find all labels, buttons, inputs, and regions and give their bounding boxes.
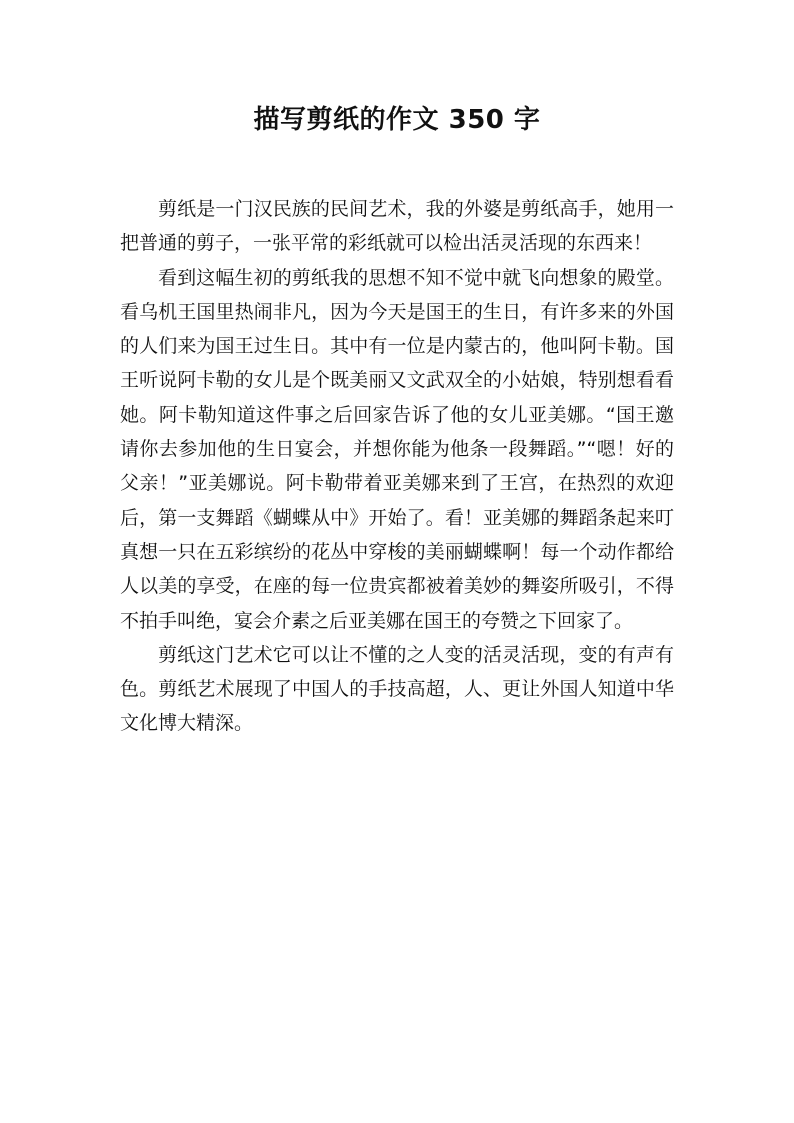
paragraph-2: 看到这幅生初的剪纸我的思想不知不觉中就飞向想象的殿堂。看乌机王国里热闹非凡，因为今天是国王的生日，有许多来的外国的人们来为国王过生日。其中有一位是内蒙古的，他叫阿卡勒。国王听说阿卡勒的女儿是个既美丽又文武双全的小姑娘，特别想看看她。阿卡勒知道这件事之后回家告诉了他的女儿亚美娜。“国王邀请你去参加他的生日宴会，并想你能为他条一段舞蹈。”“嗯！好的父亲！”亚美娜说。阿卡勒带着亚美娜来到了王宫，在热烈的欢迎后，第一支舞蹈《蝴蝶从中》开始了。看！亚美娜的舞蹈条起来叮真想一只在五彩缤纷的花丛中穿梭的美丽蝴蝶啊！每一个动作都给人以美的享受，在座的每一位贵宾都被着美妙的舞姿所吸引，不得不拍手叫绝，宴会介素之后亚美娜在国王的夸赞之下回家了。 [120,266,674,632]
essay-body [120,192,674,741]
document-title: 描写剪纸的作文 350 字 [253,105,541,135]
paragraph-3: 剪纸这门艺术它可以让不懂的之人变的活灵活现，变的有声有色。剪纸艺术展现了中国人的手技高超，人、更让外国人知道中华文化博大精深。 [120,643,674,735]
paragraph-1: 剪纸是一门汉民族的民间艺术，我的外婆是剪纸高手，她用一把普通的剪子，一张平常的彩纸就可以检出活灵活现的东西来！ [120,198,674,255]
